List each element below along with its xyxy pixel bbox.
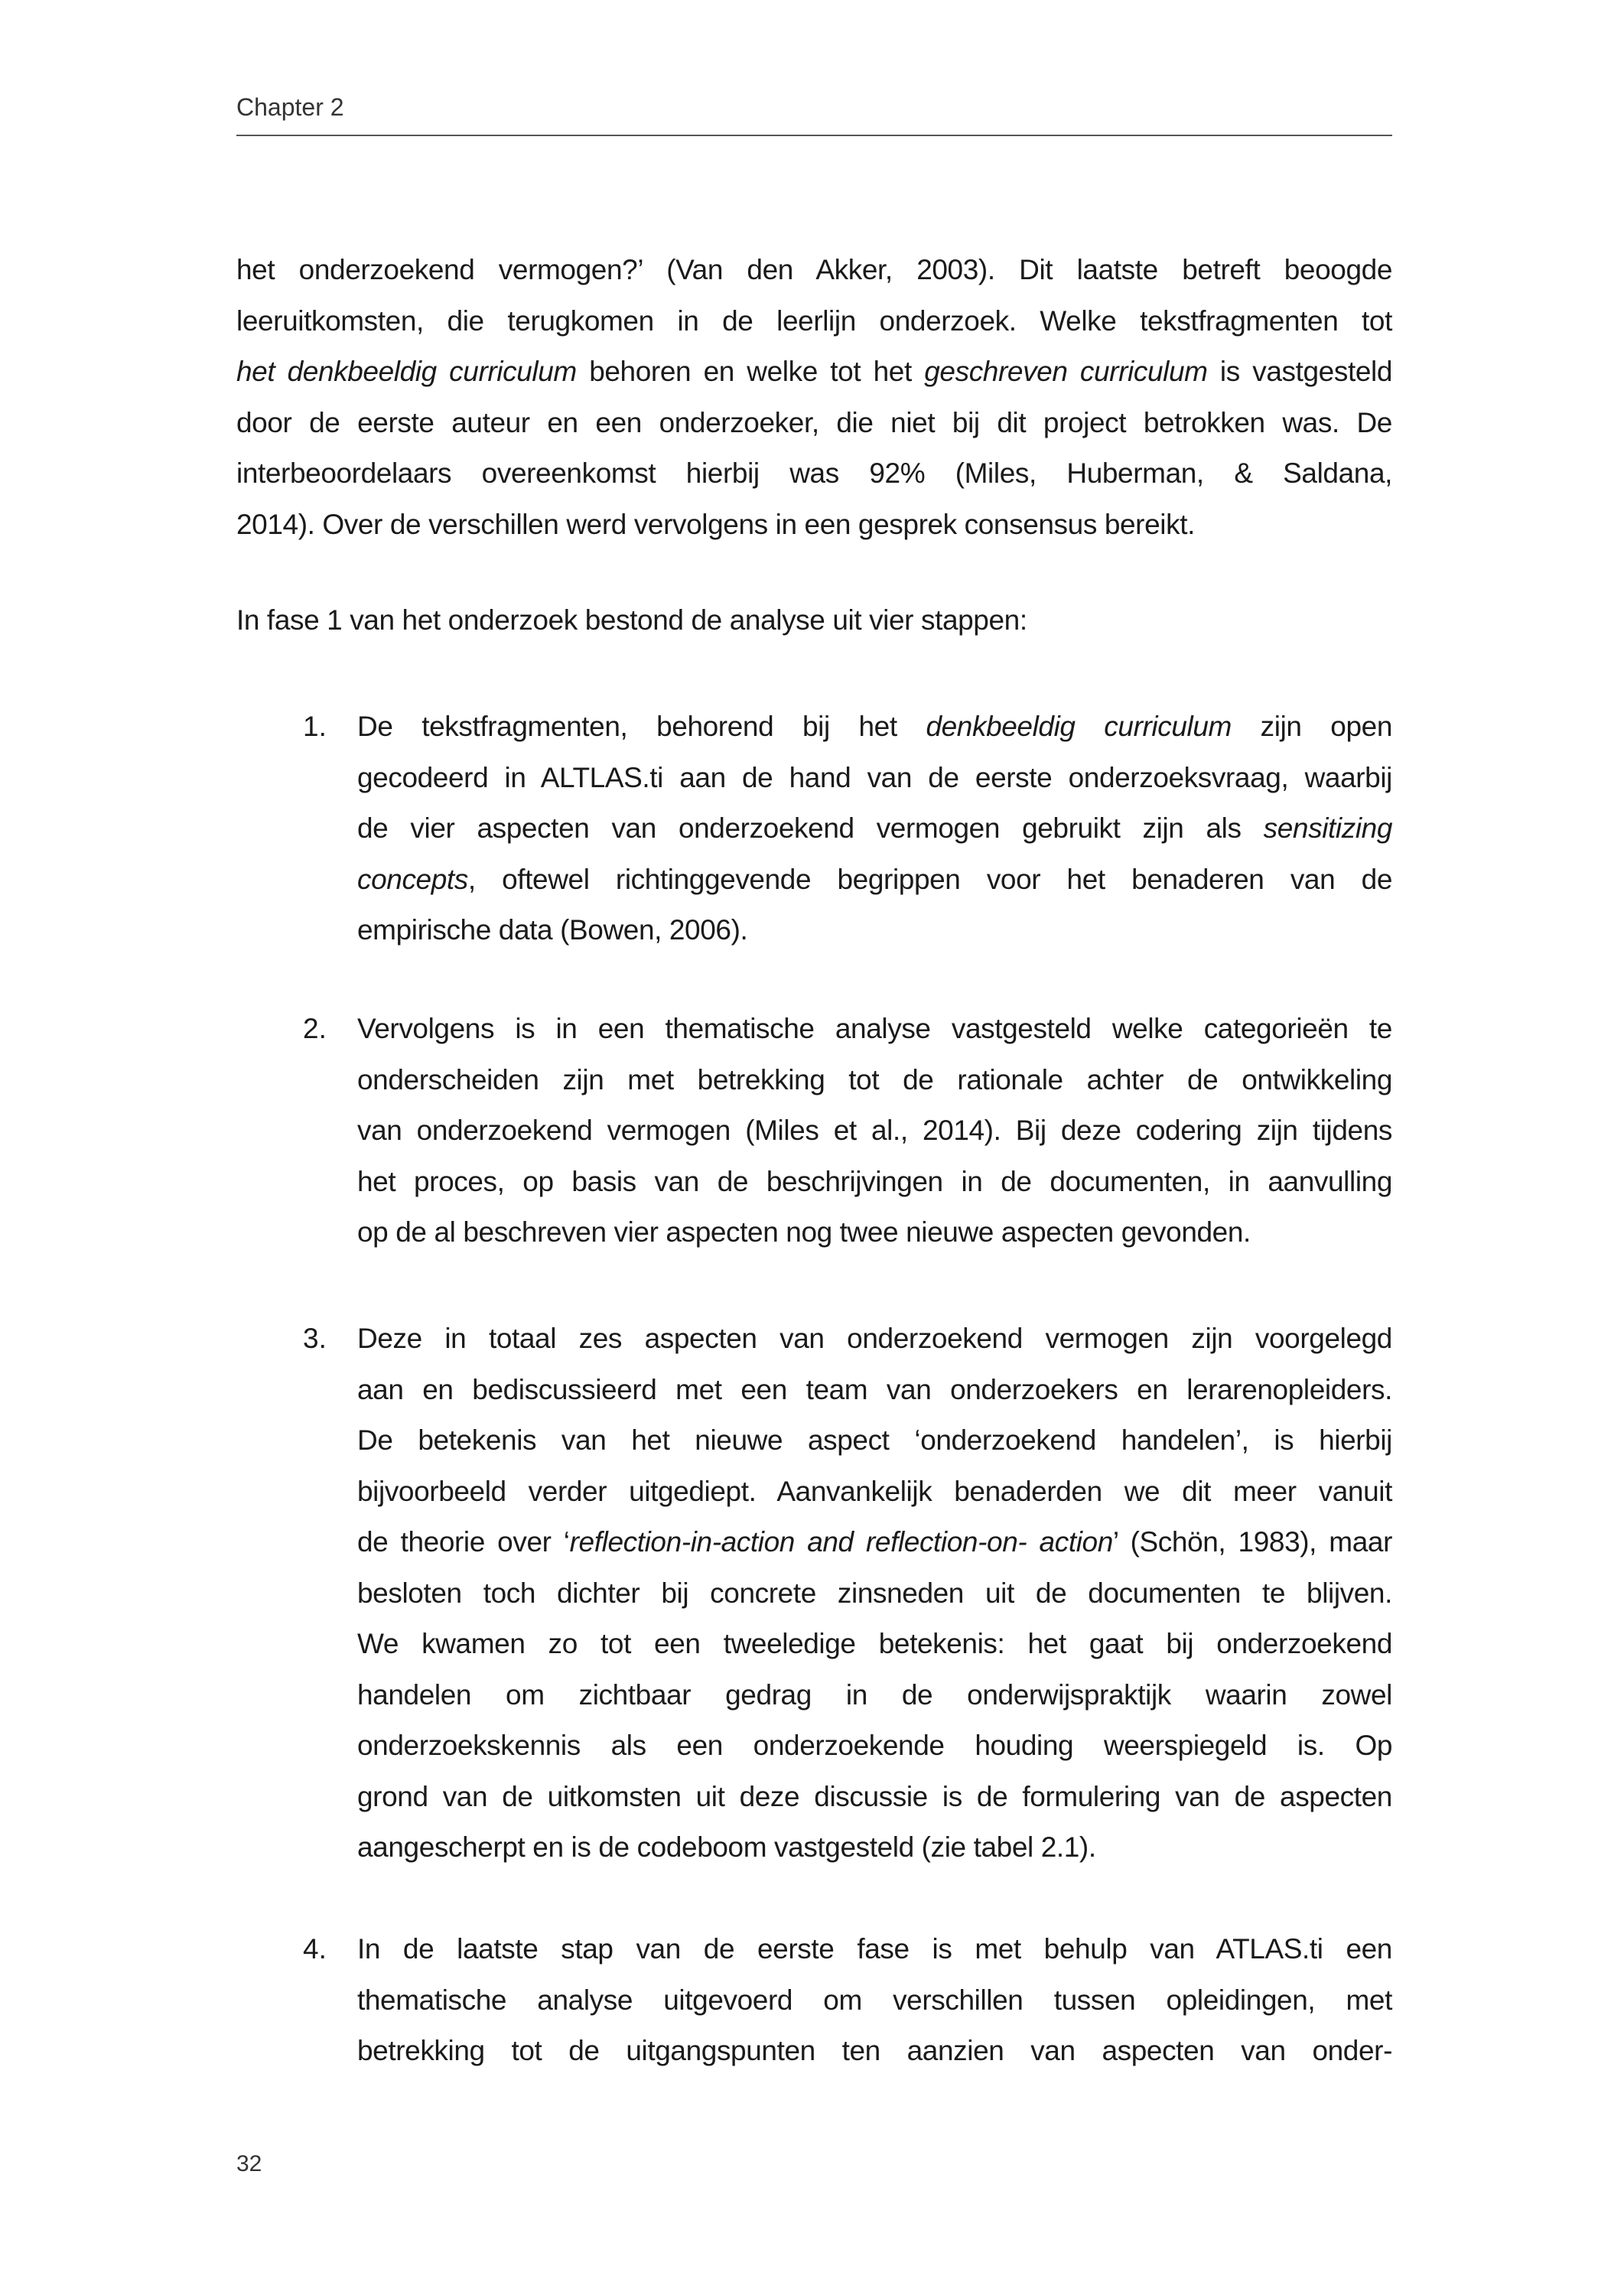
italic-text: denkbeeldig curriculum [926,711,1232,742]
text-line [236,448,1392,500]
text-line [357,1207,1392,1258]
text-line [357,855,1392,906]
text-span: zijn open [1231,711,1392,742]
italic-text: geschreven curriculum [924,356,1208,387]
text-line [357,1924,1392,1975]
text-line [357,1467,1392,1518]
text-span: betrekking tot de uitgangspunten ten aanzien van aspecten van onder- [357,2035,1392,2066]
text-span: leeruitkomsten, die terugkomen in de leerlijn onderzoek. Welke tekstfragmenten tot [236,304,1392,337]
text-line [357,1720,1392,1772]
text-line [357,1670,1392,1721]
text-span: , oftewel richtinggevende begrippen voor het benaderen van de [467,863,1392,895]
text-span: behoren en welke tot het [576,356,925,387]
text-span: bijvoorbeeld verder uitgediept. Aanvankelijk benaderden we dit meer vanuit [357,1475,1392,1507]
text-span: het proces, op basis van de beschrijvingen in de documenten, in aanvulling [357,1165,1392,1197]
list-item-text [357,702,1392,956]
text-span: gecodeerd in ALTLAS.ti aan de hand van de eerste onderzoeksvraag, waarbij [357,761,1392,793]
list-number: 3. [303,1323,327,1354]
text-line [357,1314,1392,1365]
text-span: besloten toch dichter bij concrete zinsneden uit de documenten te blijven. [357,1577,1392,1609]
text-span: Vervolgens is in een thematische analyse vastgesteld welke categorieën te [357,1013,1392,1044]
list-item-text [357,1004,1392,1258]
text-span: op de al beschreven vier aspecten nog twee nieuwe aspecten gevonden. [357,1216,1251,1248]
text-line [357,905,1392,956]
text-line [357,1822,1392,1873]
text-span: Deze in totaal zes aspecten van onderzoekend vermogen zijn voorgelegd [357,1323,1392,1354]
text-span: het onderzoekend vermogen?’ (Van den Akker, 2003). Dit laatste betreft beoogde [236,254,1392,285]
italic-text: sensitizing [1263,812,1392,844]
text-line [357,1517,1392,1568]
text-line [236,398,1392,449]
text-span: aan en bediscussieerd met een team van onderzoekers en lerarenopleiders. [357,1373,1392,1405]
text-line [357,1975,1392,2026]
text-line [357,1004,1392,1055]
text-span: De tekstfragmenten, behorend bij het [357,711,926,742]
text-line [357,2026,1392,2077]
text-span: handelen om zichtbaar gedrag in de onderwijspraktijk waarin zowel [357,1678,1392,1711]
text-line [236,296,1392,347]
text-span: van onderzoekend vermogen (Miles et al., 2014). Bij deze codering zijn tijdens [357,1115,1392,1146]
text-line [357,1619,1392,1670]
text-line [357,753,1392,804]
list-number: 1. [303,711,327,742]
paragraph-intro [236,245,1392,550]
text-span: 2014). Over de verschillen werd vervolgens in een gesprek consensus bereikt. [236,508,1195,540]
page-number: 32 [236,2151,262,2176]
running-header: Chapter 2 [236,93,344,121]
text-line [357,1365,1392,1416]
text-span: onderzoekskennis als een onderzoekende houding weerspiegeld is. Op [357,1730,1392,1761]
text-line [236,595,1392,646]
list-item-text [357,1314,1392,1873]
text-line [357,1055,1392,1106]
text-span: In de laatste stap van de eerste fase is met behulp van ATLAS.ti een [357,1933,1392,1965]
text-line [357,1157,1392,1208]
text-span: aangescherpt en is de codeboom vastgesteld (zie tabel 2.1). [357,1831,1096,1863]
text-line [357,702,1392,753]
italic-text: het denkbeeldig curriculum [236,356,577,387]
text-span: empirische data (Bowen, 2006). [357,914,748,946]
text-span: interbeoordelaars overeenkomst hierbij was 92% (Miles, Huberman, & Saldana, [236,457,1392,489]
text-span: De betekenis van het nieuwe aspect ‘onderzoekend handelen’, is hierbij [357,1424,1392,1456]
list-number: 2. [303,1013,327,1044]
text-span: de vier aspecten van onderzoekend vermogen gebruikt zijn als [357,812,1264,844]
text-line [357,1772,1392,1823]
text-span: ’ (Schön, 1983), maar [1112,1526,1393,1558]
text-span: door de eerste auteur en een onderzoeker, die niet bij dit project betrokken was. De [236,406,1392,438]
text-span: is vastgesteld [1207,356,1393,387]
text-line [357,1415,1392,1467]
text-span: In fase 1 van het onderzoek bestond de analyse uit vier stappen: [236,604,1027,636]
text-span: de theorie over ‘ [357,1526,570,1558]
text-line [236,500,1392,551]
text-span: grond van de uitkomsten uit deze discussie is de formulering van de aspecten [357,1780,1392,1812]
text-span: We kwamen zo tot een tweeledige betekenis: het gaat bij onderzoekend [357,1628,1392,1659]
paragraph-phase-1 [236,595,1392,646]
header-rule [236,135,1392,136]
list-item-text [357,1924,1392,2077]
text-line [357,1568,1392,1620]
italic-text: concepts [357,863,468,895]
text-span: onderscheiden zijn met betrekking tot de rationale achter de ontwikkeling [357,1063,1392,1095]
italic-text: reflection-in-action and reflection-on- action [569,1526,1113,1558]
list-number: 4. [303,1933,327,1965]
text-line [357,1105,1392,1157]
text-line [236,347,1392,398]
text-span: thematische analyse uitgevoerd om verschillen tussen opleidingen, met [357,1984,1392,2016]
text-line [236,245,1392,296]
text-line [357,803,1392,855]
